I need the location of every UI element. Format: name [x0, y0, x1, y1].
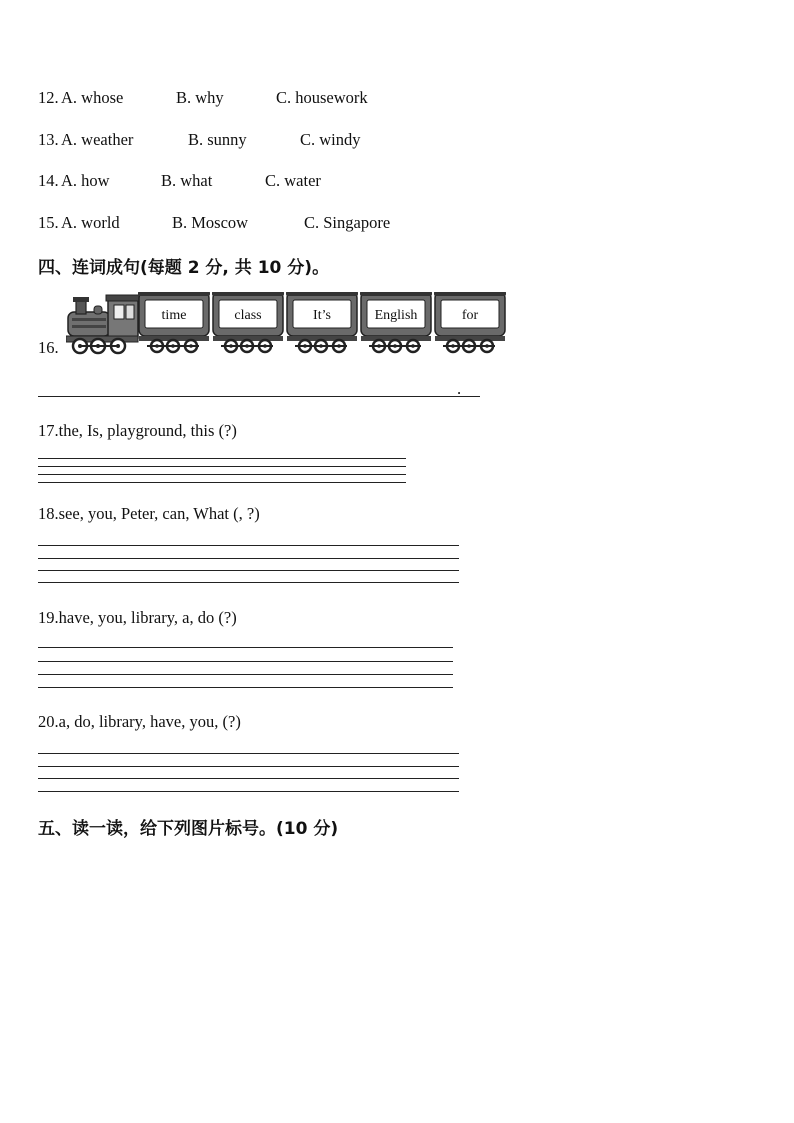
wagon-word: time — [161, 308, 187, 323]
writing-line — [38, 661, 453, 662]
wagon-word: class — [234, 308, 262, 323]
question-16-number: 16. — [38, 338, 59, 357]
question-18: 18.see, you, Peter, can, What (, ?) — [38, 504, 260, 523]
option-c: C. water — [265, 171, 321, 190]
option-b: B. why — [176, 88, 224, 107]
option-a: A. weather — [61, 130, 134, 149]
option-c: C. Singapore — [304, 213, 391, 232]
wagon-word: English — [374, 308, 418, 323]
train-wagon — [138, 292, 210, 352]
option-c: C. windy — [300, 130, 361, 149]
question-17: 17.the, Is, playground, this (?) — [38, 421, 237, 440]
section-5-title: 五、读一读，给下列图片标号。(10 分) — [38, 819, 339, 839]
section-4-title: 四、连词成句(每题 2 分, 共 10 分)。 — [38, 258, 330, 278]
writing-line — [38, 582, 459, 583]
wagon-word: for — [461, 308, 479, 323]
writing-line — [38, 458, 406, 459]
writing-line — [38, 482, 406, 483]
writing-line — [38, 647, 453, 648]
question-number: 14. — [38, 171, 59, 190]
locomotive-icon — [66, 295, 140, 353]
wagon-word: It’s — [313, 308, 331, 323]
train-wagon — [434, 292, 506, 352]
answer-line — [38, 396, 480, 397]
writing-line — [38, 753, 459, 754]
option-b: B. Moscow — [172, 213, 249, 232]
writing-line — [38, 570, 459, 571]
writing-line — [38, 674, 453, 675]
question-20: 20.a, do, library, have, you, (?) — [38, 712, 241, 731]
writing-line — [38, 778, 459, 779]
writing-line — [38, 687, 453, 688]
option-c: C. housework — [276, 88, 368, 107]
writing-line — [38, 791, 459, 792]
writing-line — [38, 766, 459, 767]
option-a: A. world — [61, 213, 120, 232]
option-a: A. how — [61, 171, 110, 190]
train-wagon — [286, 292, 358, 352]
option-b: B. sunny — [188, 130, 247, 149]
question-number: 12. — [38, 88, 59, 107]
writing-line — [38, 545, 459, 546]
writing-line — [38, 474, 406, 475]
train-wagon — [360, 292, 432, 352]
writing-line — [38, 558, 459, 559]
question-number: 15. — [38, 213, 59, 232]
option-a: A. whose — [61, 88, 124, 107]
question-number: 13. — [38, 130, 59, 149]
question-19: 19.have, you, library, a, do (?) — [38, 608, 237, 627]
train-wagon — [212, 292, 284, 352]
option-b: B. what — [161, 171, 213, 190]
writing-line — [38, 466, 406, 467]
train-illustration — [66, 292, 511, 356]
end-mark: . — [457, 379, 462, 398]
